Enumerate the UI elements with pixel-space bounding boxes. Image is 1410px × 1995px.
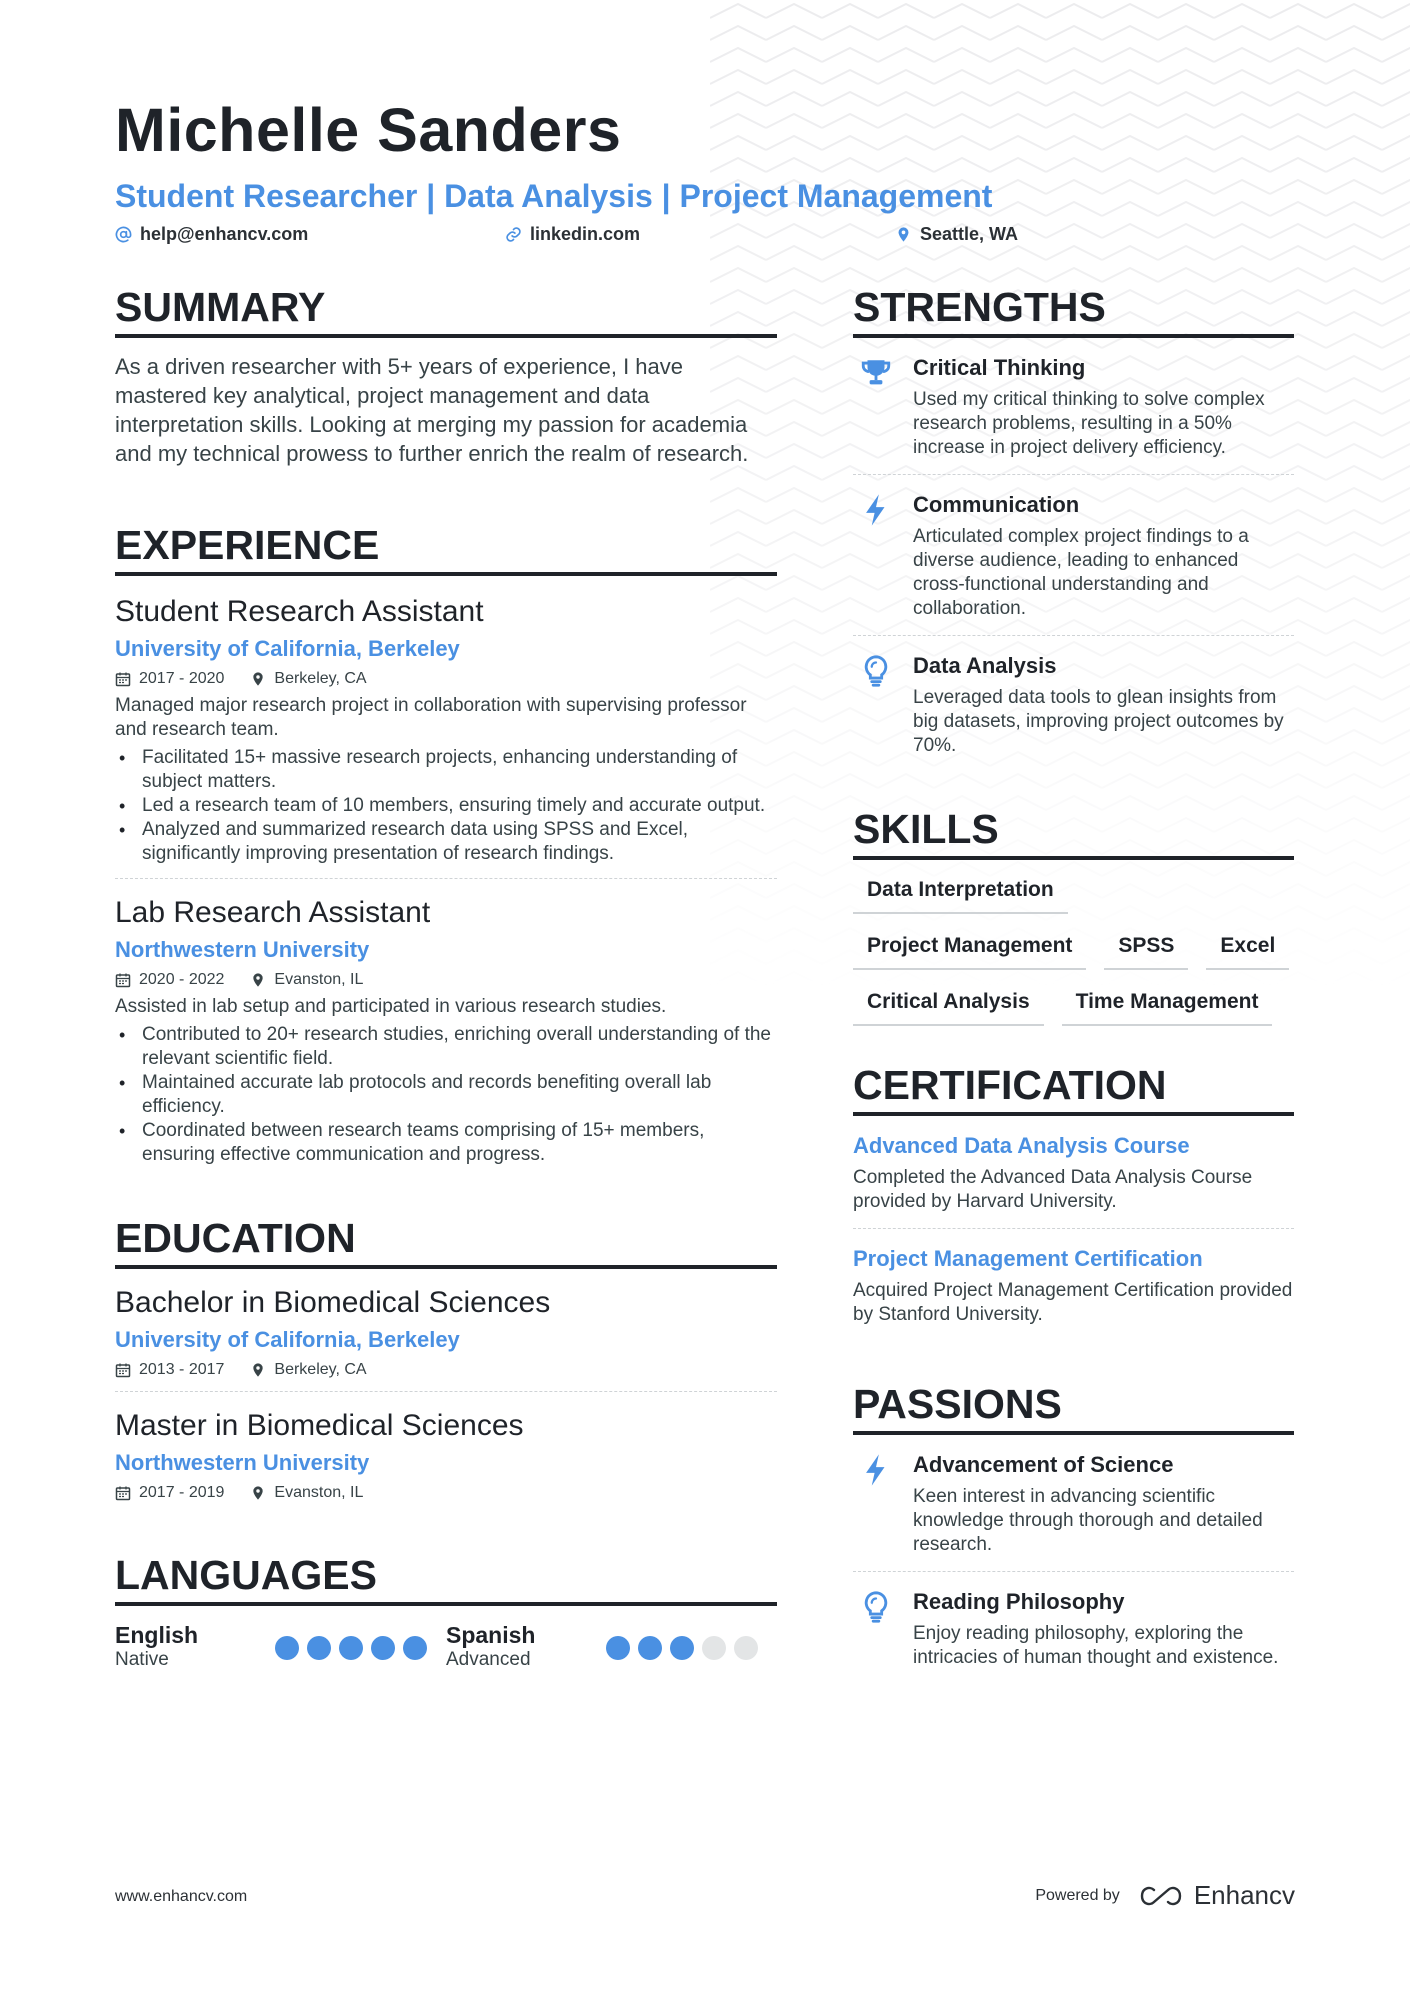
bullet-item: • Maintained accurate lab protocols and records benefiting overall lab efficiency. bbox=[115, 1071, 777, 1119]
summary-heading: SUMMARY bbox=[115, 282, 777, 338]
education-meta bbox=[115, 1361, 777, 1379]
rating-dot-filled bbox=[275, 1636, 299, 1660]
job-dates bbox=[115, 971, 224, 989]
passion-body bbox=[913, 1451, 1294, 1557]
enhancv-logo[interactable] bbox=[1138, 1880, 1295, 1911]
bullet-item: • Contributed to 20+ research studies, enriching overall understanding of the relevant scientific field. bbox=[115, 1023, 777, 1071]
job-location bbox=[250, 971, 363, 989]
language-text bbox=[115, 1622, 275, 1672]
job-company: Northwestern University bbox=[115, 937, 370, 962]
brand-name: Enhancv bbox=[1193, 1880, 1295, 1910]
job-description: Managed major research project in collaboration with supervising professor and research team. bbox=[115, 695, 747, 740]
education-dates bbox=[115, 1484, 224, 1502]
rating-dot-filled bbox=[307, 1636, 331, 1660]
certification-item bbox=[853, 1229, 1294, 1341]
language-level: Native bbox=[115, 1649, 169, 1670]
strength-item bbox=[853, 475, 1294, 636]
location-text: Seattle, WA bbox=[920, 224, 1019, 244]
job-meta bbox=[115, 971, 777, 989]
bullet-item: • Coordinated between research teams comprising of 15+ members, ensuring effective communication and progress. bbox=[115, 1119, 777, 1167]
lightbulb-icon bbox=[859, 1590, 893, 1624]
job-role: Student Research Assistant bbox=[115, 595, 484, 628]
strength-description: Used my critical thinking to solve complex research problems, resulting in a 50% increase in project delivery efficiency. bbox=[913, 389, 1265, 458]
email-text: help@enhancv.com bbox=[140, 224, 309, 244]
job-dates-text: 2020 - 2022 bbox=[139, 971, 225, 988]
skill-tag: Critical Analysis bbox=[853, 986, 1044, 1026]
education-entry bbox=[115, 1406, 777, 1514]
lightning-icon bbox=[859, 493, 893, 527]
rating-dot-filled bbox=[638, 1636, 662, 1660]
footer-website[interactable]: www.enhancv.com bbox=[115, 1888, 248, 1905]
job-dates bbox=[115, 670, 224, 688]
language-name: English bbox=[115, 1622, 199, 1648]
job-bullets bbox=[115, 1023, 777, 1167]
strength-item bbox=[853, 338, 1294, 475]
job-location bbox=[250, 670, 366, 688]
certification-heading: CERTIFICATION bbox=[853, 1060, 1294, 1116]
passion-title: Reading Philosophy bbox=[913, 1589, 1125, 1614]
education-dates-text: 2017 - 2019 bbox=[139, 1484, 225, 1501]
strengths-heading: STRENGTHS bbox=[853, 282, 1294, 338]
bullet-item: • Analyzed and summarized research data using SPSS and Excel, significantly improving presentation of research findings. bbox=[115, 818, 777, 866]
contact-location bbox=[895, 224, 1018, 245]
skill-tag: Project Management bbox=[853, 930, 1086, 970]
candidate-title: Student Researcher | Data Analysis | Project Management bbox=[115, 178, 993, 214]
degree-title: Master in Biomedical Sciences bbox=[115, 1409, 524, 1442]
passions-heading: PASSIONS bbox=[853, 1379, 1294, 1435]
strength-body bbox=[913, 354, 1294, 460]
skill-tag: Excel bbox=[1206, 930, 1289, 970]
strength-description: Articulated complex project findings to a diverse audience, leading to enhanced cross-functional understanding and collaboration. bbox=[913, 526, 1249, 619]
rating-dot-filled bbox=[403, 1636, 427, 1660]
skill-row bbox=[853, 930, 1294, 970]
degree-title: Bachelor in Biomedical Sciences bbox=[115, 1286, 551, 1319]
job-bullets bbox=[115, 746, 777, 866]
passion-icon-wrap bbox=[853, 1451, 913, 1557]
passion-item bbox=[853, 1572, 1294, 1684]
language-rating bbox=[606, 1636, 758, 1660]
rating-dot-empty bbox=[734, 1636, 758, 1660]
skills-heading: SKILLS bbox=[853, 804, 1294, 860]
skills-list bbox=[853, 874, 1294, 1026]
right-column bbox=[853, 282, 1294, 1684]
strength-description: Leveraged data tools to glean insights from big datasets, improving project outcomes by 70%. bbox=[913, 687, 1284, 756]
language-name: Spanish bbox=[446, 1622, 536, 1648]
summary-text: As a driven researcher with 5+ years of experience, I have mastered key analytical, project management and data interpretation skills. Looking at merging my passion for academia and my technical prowess to further enrich the realm of research. bbox=[115, 354, 749, 466]
strength-title: Data Analysis bbox=[913, 653, 1057, 678]
bullet-item: • Facilitated 15+ massive research projects, enhancing understanding of subject matters. bbox=[115, 746, 777, 794]
contact-linkedin[interactable] bbox=[505, 224, 640, 245]
footer-branding bbox=[1035, 1880, 1295, 1911]
school-name: Northwestern University bbox=[115, 1450, 370, 1475]
passion-body bbox=[913, 1588, 1294, 1670]
map-pin-icon bbox=[250, 671, 266, 687]
job-company: University of California, Berkeley bbox=[115, 636, 460, 661]
strength-icon-wrap bbox=[853, 491, 913, 621]
education-entry bbox=[115, 1283, 777, 1392]
certification-title: Advanced Data Analysis Course bbox=[853, 1133, 1190, 1158]
strength-body bbox=[913, 491, 1294, 621]
language-level: Advanced bbox=[446, 1649, 531, 1670]
job-dates-text: 2017 - 2020 bbox=[139, 670, 225, 687]
passion-description: Keen interest in advancing scientific knowledge through thorough and detailed research. bbox=[913, 1486, 1263, 1555]
skill-tag: SPSS bbox=[1104, 930, 1188, 970]
languages-heading: LANGUAGES bbox=[115, 1550, 777, 1606]
education-location bbox=[250, 1484, 363, 1502]
education-dates-text: 2013 - 2017 bbox=[139, 1361, 225, 1378]
experience-heading: EXPERIENCE bbox=[115, 520, 777, 576]
job-role: Lab Research Assistant bbox=[115, 896, 431, 929]
strength-title: Critical Thinking bbox=[913, 355, 1086, 380]
map-pin-icon bbox=[250, 972, 266, 988]
education-meta bbox=[115, 1484, 777, 1502]
job-location-text: Berkeley, CA bbox=[274, 670, 367, 687]
rating-dot-filled bbox=[339, 1636, 363, 1660]
rating-dot-filled bbox=[371, 1636, 395, 1660]
strength-body bbox=[913, 652, 1294, 758]
contact-email[interactable] bbox=[115, 224, 308, 245]
calendar-icon bbox=[115, 972, 131, 988]
linkedin-text: linkedin.com bbox=[530, 224, 641, 244]
language-text bbox=[446, 1622, 606, 1672]
calendar-icon bbox=[115, 1362, 131, 1378]
language-item bbox=[446, 1622, 777, 1672]
certification-item bbox=[853, 1116, 1294, 1229]
education-dates bbox=[115, 1361, 224, 1379]
rating-dot-empty bbox=[702, 1636, 726, 1660]
job-meta bbox=[115, 670, 777, 688]
skill-row bbox=[853, 874, 1294, 914]
language-rating bbox=[275, 1636, 427, 1660]
languages-list bbox=[115, 1622, 777, 1672]
education-location-text: Berkeley, CA bbox=[274, 1361, 367, 1378]
map-pin-icon bbox=[250, 1362, 266, 1378]
education-location bbox=[250, 1361, 366, 1379]
strength-icon-wrap bbox=[853, 652, 913, 758]
contact-bar bbox=[115, 224, 1295, 258]
map-pin-icon bbox=[250, 1485, 266, 1501]
page-footer bbox=[115, 1880, 1295, 1920]
link-icon bbox=[505, 226, 522, 243]
certification-title: Project Management Certification bbox=[853, 1246, 1203, 1271]
skill-tag: Data Interpretation bbox=[853, 874, 1068, 914]
left-column bbox=[115, 282, 777, 1672]
school-name: University of California, Berkeley bbox=[115, 1327, 460, 1352]
passion-item bbox=[853, 1435, 1294, 1572]
rating-dot-filled bbox=[670, 1636, 694, 1660]
strength-title: Communication bbox=[913, 492, 1080, 517]
education-heading: EDUCATION bbox=[115, 1213, 777, 1269]
strength-item bbox=[853, 636, 1294, 772]
certification-description: Acquired Project Management Certification provided by Stanford University. bbox=[853, 1280, 1293, 1325]
education-location-text: Evanston, IL bbox=[274, 1484, 364, 1501]
lightning-icon bbox=[859, 1453, 893, 1487]
rating-dot-filled bbox=[606, 1636, 630, 1660]
certification-description: Completed the Advanced Data Analysis Course provided by Harvard University. bbox=[853, 1167, 1253, 1212]
passion-description: Enjoy reading philosophy, exploring the intricacies of human thought and existence. bbox=[913, 1623, 1279, 1668]
powered-by-text: Powered by bbox=[1035, 1886, 1120, 1904]
lightbulb-icon bbox=[859, 654, 893, 688]
trophy-icon bbox=[859, 356, 893, 390]
passion-title: Advancement of Science bbox=[913, 1452, 1174, 1477]
enhancv-logo-icon bbox=[1138, 1884, 1184, 1908]
strength-icon-wrap bbox=[853, 354, 913, 460]
language-item bbox=[115, 1622, 446, 1672]
bullet-item: • Led a research team of 10 members, ensuring timely and accurate output. bbox=[115, 794, 777, 818]
job-location-text: Evanston, IL bbox=[274, 971, 364, 988]
passion-icon-wrap bbox=[853, 1588, 913, 1670]
experience-entry bbox=[115, 592, 777, 879]
at-sign-icon bbox=[115, 226, 132, 243]
job-description: Assisted in lab setup and participated in various research studies. bbox=[115, 996, 667, 1017]
calendar-icon bbox=[115, 1485, 131, 1501]
map-pin-icon bbox=[895, 226, 912, 243]
experience-entry bbox=[115, 893, 777, 1179]
skill-tag: Time Management bbox=[1062, 986, 1273, 1026]
candidate-name: Michelle Sanders bbox=[115, 96, 622, 164]
calendar-icon bbox=[115, 671, 131, 687]
resume-header bbox=[115, 90, 1295, 258]
skill-row bbox=[853, 986, 1294, 1026]
